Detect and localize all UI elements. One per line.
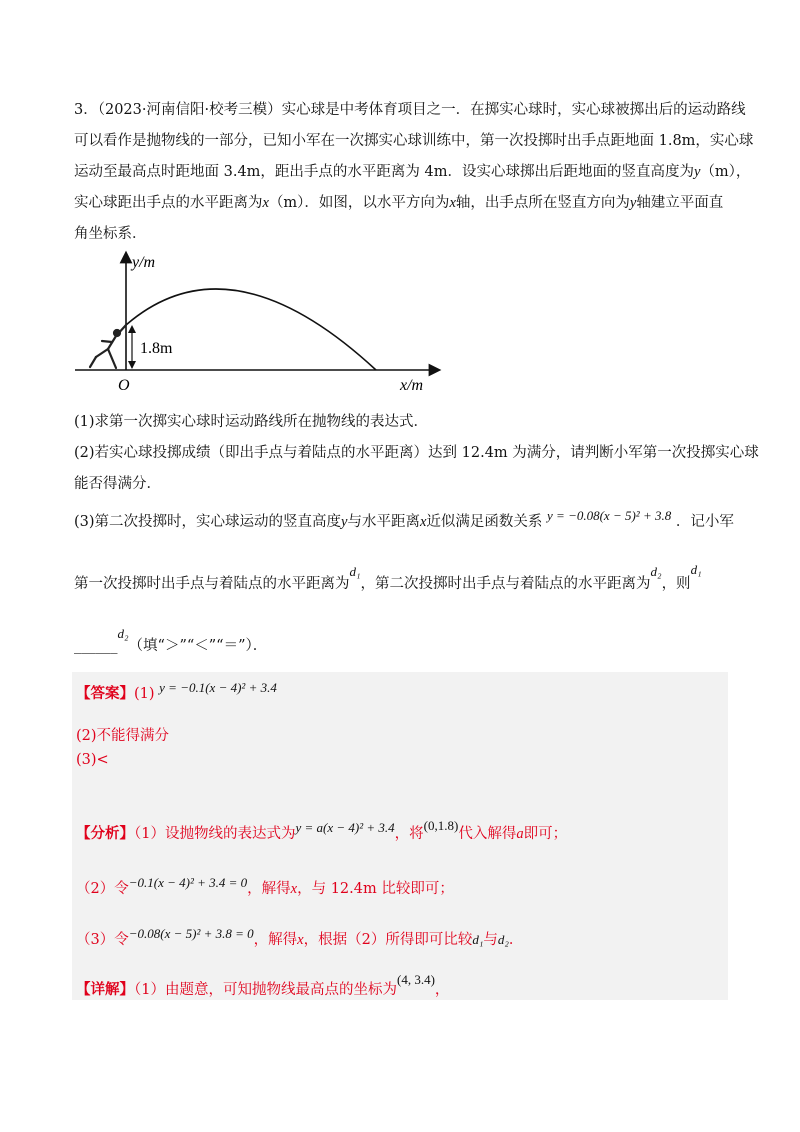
- analysis-2-var: x: [290, 881, 298, 897]
- question-3-line-2: [74, 562, 702, 593]
- var-x: x: [262, 195, 269, 211]
- analysis-2-b: ，解得: [247, 881, 291, 897]
- trajectory-parabola: [126, 289, 376, 370]
- question-3-line-1: [74, 510, 734, 531]
- answer-line-2: [76, 724, 169, 745]
- analysis-line-1: [76, 818, 568, 843]
- answer-line-1: [76, 682, 277, 703]
- origin-label: O: [118, 377, 130, 394]
- problem-line-4: [74, 191, 723, 212]
- detail-label: 【详解】: [76, 981, 134, 998]
- analysis-2-formula: −0.1(x − 4)² + 3.4 = 0: [128, 875, 248, 890]
- question-2-text-1: (2)若实心球投掷成绩（即出手点与着陆点的水平距离）达到 12.4m 为满分，请判断小军第一次投掷实心球: [74, 445, 759, 461]
- q3-line2-c: ，则: [661, 576, 691, 592]
- detail-1-b: ，: [434, 982, 450, 998]
- question-1: [74, 410, 428, 431]
- problem-intro-4c: 轴，出手点所在竖直方向为: [455, 195, 630, 211]
- q3-line2-b: ，第二次投掷时出手点与着陆点的水平距离为: [360, 576, 651, 592]
- q3-d2-compare: d₂: [117, 626, 129, 641]
- problem-intro-5: 角坐标系．: [74, 226, 147, 242]
- problem-intro-3: 运动至最高点时距地面 3.4m，距出手点的水平距离为 4m．设实心球掷出后距地面的竖直高度为: [74, 164, 694, 180]
- thrower-icon: [90, 325, 126, 368]
- height-label: 1.8m: [140, 340, 173, 357]
- q3-text-c: 近似满足函数关系: [426, 514, 543, 530]
- problem-intro-4d: 轴建立平面直: [636, 195, 724, 211]
- q3-fill-instruction: （填“＞”“＜”“＝”）．: [128, 638, 268, 654]
- analysis-3-d: 与: [483, 932, 498, 948]
- problem-number: 3．: [74, 102, 98, 118]
- analysis-1-c: 代入解得: [458, 826, 517, 842]
- analysis-2-a: （2）令: [76, 881, 129, 897]
- problem-line-2: [74, 129, 753, 150]
- question-2-text-2: 能否得满分．: [74, 476, 161, 492]
- trajectory-figure: [70, 245, 450, 405]
- problem-line-5: [74, 222, 147, 243]
- y-axis-label: y/m: [132, 254, 156, 271]
- analysis-1-var: a: [516, 826, 524, 842]
- problem-intro-2: 可以看作是抛物线的一部分，已知小军在一次掷实心球训练中，第一次投掷时出手点距地面 1.8m，实心球: [74, 133, 754, 149]
- question-1-text: (1)求第一次掷实心球时运动路线所在抛物线的表达式．: [74, 414, 429, 430]
- problem-line-3: [74, 160, 750, 181]
- q3-d2: d₂: [650, 564, 662, 579]
- q3-text-a: (3)第二次投掷时，实心球运动的竖直高度: [74, 514, 342, 530]
- var-y: y: [694, 164, 701, 180]
- problem-intro-4b: （m）．如图，以水平方向为: [268, 195, 450, 211]
- detail-1-a: （1）由题意，可知抛物线最高点的坐标为: [134, 982, 397, 998]
- analysis-line-2: [76, 877, 454, 898]
- q3-d1-compare: d₁: [690, 562, 702, 577]
- q3-text-d: ．记小军: [675, 514, 734, 530]
- question-3-line-3: [74, 626, 268, 655]
- analysis-2-c: ，与 12.4m 比较即可；: [297, 881, 454, 897]
- analysis-3-e: ．: [508, 932, 524, 948]
- analysis-1-a: （1）设抛物线的表达式为: [134, 826, 296, 842]
- question-2-line-1: [74, 441, 759, 462]
- analysis-3-var: x: [297, 932, 304, 948]
- analysis-3-c: ，根据（2）所得即可比较: [303, 932, 473, 948]
- analysis-1-formula: y = a(x − 4)² + 3.4: [295, 820, 395, 835]
- x-axis-label: x/m: [400, 377, 424, 394]
- var-x-axis: x: [449, 195, 456, 211]
- analysis-1-d: 即可；: [523, 826, 568, 842]
- analysis-3-d2: d₂: [497, 932, 509, 947]
- analysis-line-3: [76, 928, 523, 949]
- var-y-axis: y: [629, 195, 637, 211]
- analysis-3-a: （3）令: [76, 932, 129, 948]
- q3-var-x: x: [419, 514, 427, 530]
- analysis-3-formula: −0.08(x − 5)² + 3.8 = 0: [128, 926, 254, 941]
- q3-answer-blank: ______: [74, 638, 118, 654]
- unit-m: （m），: [700, 164, 751, 180]
- answer-line-3: [76, 752, 109, 768]
- q3-d1: d₁: [349, 564, 361, 579]
- detail-1-point: (4, 3.4): [396, 972, 435, 987]
- height-arrow-down: [128, 361, 136, 369]
- height-arrow-up: [128, 325, 136, 333]
- answer-1-prefix: (1): [134, 686, 155, 702]
- analysis-1-point: (0,1.8): [423, 818, 459, 833]
- problem-source: （2023·河南信阳·校考三模）: [97, 102, 282, 118]
- detail-line-1: [76, 972, 450, 999]
- analysis-3-d1: d₁: [472, 932, 484, 947]
- q3-var-y: y: [341, 514, 348, 530]
- analysis-3-b: ，解得: [253, 932, 298, 948]
- problem-line-1: [74, 98, 746, 119]
- answer-3: (3)<: [76, 752, 109, 768]
- problem-intro-1: 实心球是中考体育项目之一．在掷实心球时，实心球被掷出后的运动路线: [281, 102, 746, 118]
- answer-label: 【答案】: [76, 685, 134, 702]
- q3-line2-a: 第一次投掷时出手点与着陆点的水平距离为: [74, 576, 350, 592]
- analysis-label: 【分析】: [76, 825, 134, 842]
- question-2-line-2: [74, 472, 161, 493]
- answer-2: (2)不能得满分: [76, 728, 170, 744]
- q3-text-b: 与水平距离: [347, 514, 420, 530]
- analysis-1-b: ，将: [394, 826, 424, 842]
- q3-formula: y = −0.08(x − 5)² + 3.8: [547, 508, 672, 523]
- problem-intro-4a: 实心球距出手点的水平距离为: [74, 195, 263, 211]
- answer-1-formula: y = −0.1(x − 4)² + 3.4: [159, 680, 277, 695]
